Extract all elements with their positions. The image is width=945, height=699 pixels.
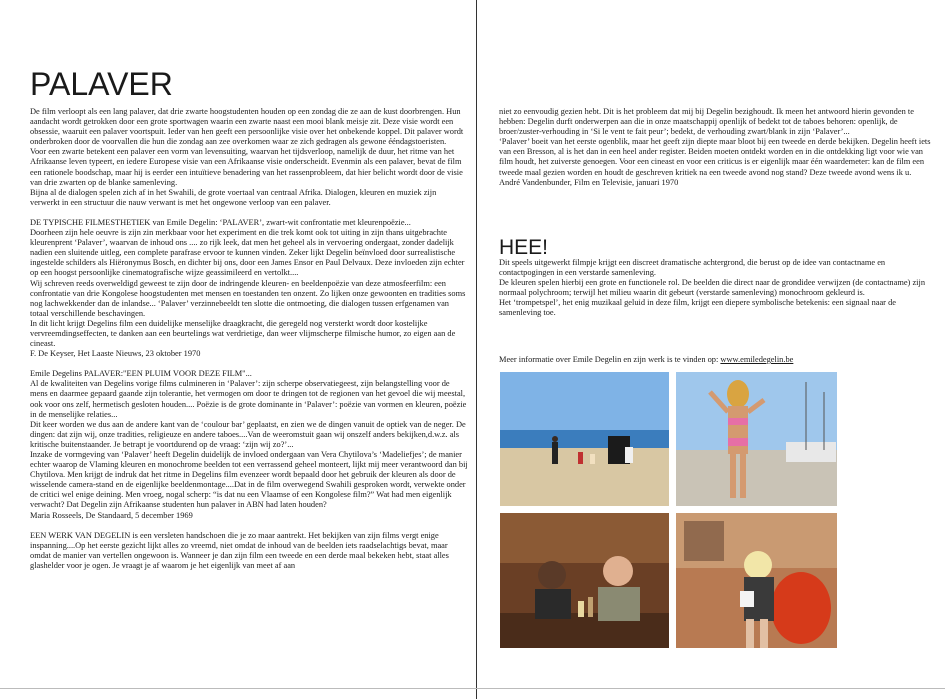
review2-paragraph-1: Al de kwaliteiten van Degelins vorige films culmineren in ‘Palaver’: zijn scherpe observatiegeest, zijn belangstelling voor de mens en daarmee gepaard gaande zijn tolerantie, het vermogen om door te dringen tot de regionen van het gevoel die wij meestal, ook voor ons zelf, hermetisch gesloten houden.... Poëzie is de grote dominante in ‘Palaver’: poëzie van vormen en kleuren, poëzie in de menselijke relaties... bbox=[30, 379, 467, 419]
beach-piano-photo bbox=[500, 372, 669, 506]
review2-paragraph-2: Dit keer worden we dus aan de andere kant van de ‘coulour bar’ geplaatst, en zien we de dingen vanuit de optiek van de neger. De dingen: dat zijn wij, onze tradities, religieuze en andere taboes....Van de weeromstuit gaan wij onszelf anders bekijken,d.w.z. als kritische buitenstaander. Je betrapt je voortdurend op de vraag: ‘zijn wij zo?’... bbox=[30, 419, 466, 449]
page-spine-divider bbox=[476, 0, 477, 699]
intro-paragraph-1: De film verloopt als een lang palaver, dat drie zwarte hoogstudenten houden op een zondag die ze aan de kust doorbrengen. Hun aandacht wordt getrokken door een grote sportwagen waarin een zwarte naast een mooi blank meisje zit. Deze visie wordt een obsessie, waaruit een palaver voortspuit. Ieder van hen geeft een persoonlijke visie over het onbekende koppel. Dit palaver wordt onderbroken door de voorvallen die hun die zondag aan zee overkomen waar ze zich gedragen als gewone ééndagstoeristen. bbox=[30, 107, 464, 147]
hee-title: HEE! bbox=[499, 236, 549, 259]
info-text: Meer informatie over Emile Degelin en zijn werk is te vinden op: bbox=[499, 355, 721, 364]
intro-paragraph-3: Bijna al de dialogen spelen zich af in het Swahili, de grote voertaal van centraal Afrika. Dialogen, kleuren en muziek zijn verwerkt in een structuur die nauw verwant is met het ongewone verloop van een palaver. bbox=[30, 187, 437, 207]
review2-source: Maria Rosseels, De Standaard, 5 december 1969 bbox=[30, 510, 193, 520]
review3-paragraph-start: EEN WERK VAN DEGELIN is een versleten handschoen die je zo maar aantrekt. Het bekijken van zijn films vergt enige inspanning....Op het eerste gezicht lijkt alles zo vreemd, niet omdat de inhoud van de beelden iets raadselachtigs bevat, maar omdat de manier van vertellen ongewoon is. Wanneer je dan zijn film een tweede en een derde maal bekeken hebt, staat alles glashelder voor je ogen. Je vraagt je af waarom je het eigenlijk van meet af aan bbox=[30, 530, 449, 570]
review3-paragraph-2: ‘Palaver’ boeit van het eerste ogenblik, maar het geeft zijn diepte maar bloot bij een tweede en derde bekijken. Degelin heeft iets van een Bresson, al is het dan in een heel ander register. Beiden moeten ontdekt worden en in die ontdekking ligt voor wie van film houdt, het zuiverste genoegen. Voor een cineast en voor een criticus is er eigenlijk maar één waardemeter: kan de film een tweede maal gezien worden en houdt de geschreven kritiek na een tweede avond nog stand? Deze tweede avond wens ik u. bbox=[499, 137, 931, 177]
hee-paragraph-3: Het ‘trompetspel’, het enig muzikaal geluid in deze film, krijgt een diepere symbolische betekenis: een signaal naar de samenleving toe. bbox=[499, 298, 896, 318]
review3-continuation bbox=[499, 107, 939, 188]
review3-source: André Vandenbunder, Film en Televisie, januari 1970 bbox=[499, 177, 679, 187]
info-line bbox=[499, 355, 939, 365]
cafe-men-photo bbox=[500, 513, 669, 648]
page-bottom-rule bbox=[0, 688, 945, 689]
website-link[interactable]: www.emiledegelin.be bbox=[720, 355, 794, 364]
woman-reading-photo bbox=[676, 513, 837, 648]
review2-heading: Emile Degelins PALAVER:"EEN PLUIM VOOR DEZE FILM"... bbox=[30, 369, 252, 379]
review1-heading: DE TYPISCHE FILMESTHETIEK van Emile Degelin: ‘PALAVER’, zwart-wit confrontatie met kleurenpoëzie... bbox=[30, 217, 411, 227]
review1-paragraph-1: Doorheen zijn hele oeuvre is zijn zin merkbaar voor het experiment en die trek komt ook tot uiting in zijn thans uitgebrachte kleurenprent ‘Palaver’, waarvan de inhoud ons .... zo rijk leek, dat men het geheel als in vervoering ondergaat, zonder dadelijk nadien een sluitende uitleg, een complete parafrase ervoor te kunnen vinden. Zeker lijkt Degelin beïnvloed door surrealistische ingestelde schilders als Hiëronymus Bosch, en dichter bij ons, door een James Ensor en Paul Delvaux. Deze invloeden zijn echter op een hoogst persoonlijke cinematografische wijze geassimileerd en vertolkt.... bbox=[30, 228, 465, 278]
hee-paragraph-1: Dit speels uitgewerkt filmpje krijgt een discreet dramatische achtergrond, die berust op de idee van contactname en contactpogingen in een verstarde samenleving. bbox=[499, 258, 886, 278]
palaver-title: PALAVER bbox=[30, 66, 173, 102]
review1-paragraph-3: In dit licht krijgt Degelins film een duidelijke menselijke draagkracht, die geregeld nog versterkt wordt door kostelijke vervreemdingseffecten, te danken aan een beurtelings wat verdrietige, dan weer vlijmscherpe filmische humor, zo eigen aan de cineast. bbox=[30, 318, 456, 349]
review2-paragraph-3: Inzake de vormgeving van ‘Palaver’ heeft Degelin duidelijk de invloed ondergaan van Vera Chytilova’s ‘Madeliefjes’; de manier echter waarop de Vlaming kleuren en monochrome beelden tot een verrassend geheel monteert, lijkt mij meer verantwoord dan bij Chytilova. Men krijgt de indruk dat het ritme in Degelins film evenzeer wordt bepaald door het gebruik der kleuren als door de wisselende camera-stand en de eigenlijke beeldenmontage....Dat in de film overwegend Swahili gesproken wordt, verwekte onder de critici wel enige deining. Men vroeg, nogal scherp: “is dat nu een Vlaamse of een Kongolese film?” Wat had men eigenlijk verwacht? Dat Degelin zijn Afrikaanse studenten hun palaver in ABN had laten houden? bbox=[30, 450, 468, 510]
review1-source: F. De Keyser, Het Laaste Nieuws, 23 oktober 1970 bbox=[30, 349, 201, 359]
bikini-woman-photo bbox=[676, 372, 837, 506]
hee-description bbox=[499, 258, 939, 319]
review1-paragraph-2: Wij schreven reeds overweldigd geweest te zijn door de indringende kleuren- en beeldenpoëzie van deze atmosfeerfilm: een confrontatie van drie Kongolese hoogstudenten met mensen en toestanden ten onzent. Zo lijken onze gewoonten en tradities soms nog lachwekkender dan de inlandse... ‘Palaver’ verzinnebeeldt ten slotte die ontmoeting, die dialogen tussen erfgenamen van totaal verschillende beschavingen. bbox=[30, 278, 466, 318]
review3-paragraph-1: niet zo eenvoudig gezien hebt. Dit is het probleem dat mij bij Degelin bezighoudt. Ik meen het antwoord hierin gevonden te hebben: Degelin durft onderwerpen aan die in onze maatschappij openlijk of bedekt tot de taboes behoren: openlijk, de broer/zuster-verhouding in ‘Si le vent te fait peur’; bedekt, de verhouding zwart/blank in zijn ‘Palaver’... bbox=[499, 107, 914, 137]
intro-paragraph-2: Voor een zwarte betekent een palaver een vorm van levensuiting, waarvan het tijdsverloop, namelijk de duur, het ritme van het Afrikaanse leven typeert, en iedere Europese visie van een Afrikaanse visie onderscheidt. Evenmin als een palaver, bevat de film een rationele boodschap, maar hij is eerder een intuïtieve benadering van het rassenprobleem, dat hier belicht wordt door de visie van drie zwarten op de blanke samenleving. bbox=[30, 147, 463, 187]
left-column bbox=[30, 66, 468, 571]
hee-paragraph-2: De kleuren spelen hierbij een grote en functionele rol. De beelden die direct naar de grondidee verwijzen (de contactname) zijn normaal polychroom; terwijl het milieu waarin dit gebeurt (verstarde samenleving) monochroom gekleurd is. bbox=[499, 278, 926, 298]
